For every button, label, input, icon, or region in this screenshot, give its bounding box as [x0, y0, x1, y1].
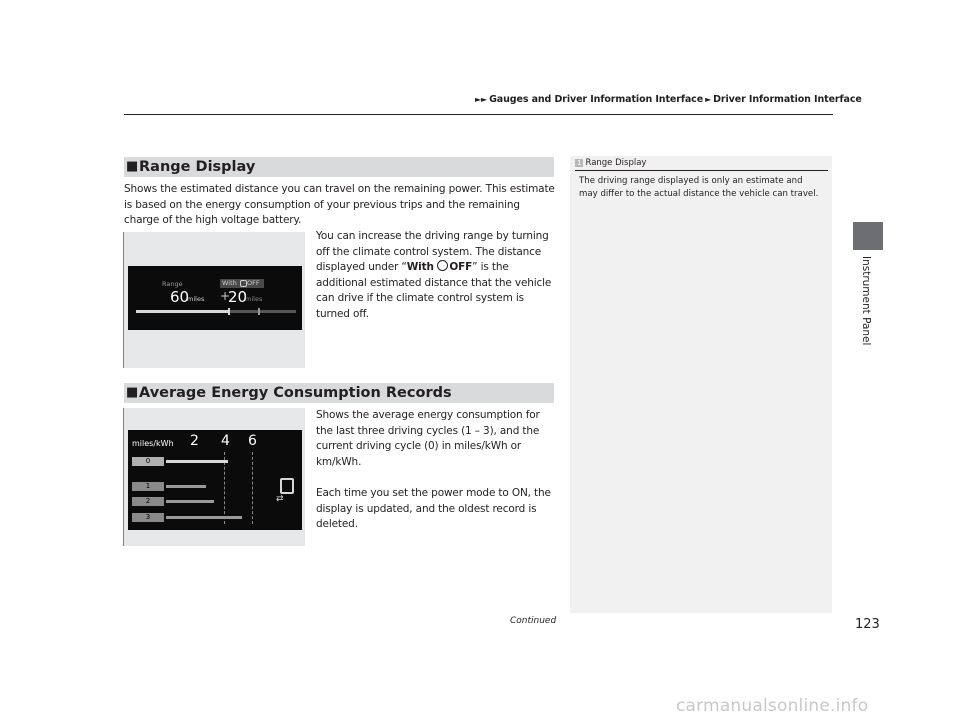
with-off-badge: With OFF	[220, 279, 264, 288]
energy-screen	[128, 430, 302, 530]
scale-label: 4	[221, 433, 230, 449]
cycle-bar	[166, 500, 214, 503]
cycle-bar	[166, 460, 228, 463]
scale-gridline	[252, 452, 253, 524]
arrow-icon: ►	[705, 95, 712, 104]
range-bar-track	[136, 310, 296, 313]
climate-icon	[240, 280, 247, 287]
scale-label: 6	[248, 433, 257, 449]
header-rule	[124, 114, 833, 115]
chapter-tab	[853, 222, 883, 250]
range-description: You can increase the driving range by turning off the climate control system. The distance displayed under “With OFF” is the additional estimated distance that the vehicle can drive if the climate control system is turned off.	[316, 230, 552, 320]
extra-range-value: 20	[228, 288, 248, 306]
double-arrow-icon: ►►	[475, 95, 488, 104]
cycle-bar	[166, 485, 206, 488]
page-number: 123	[855, 617, 880, 632]
energy-flow-icon: ⇄	[276, 478, 294, 508]
note-title: 1 Range Display	[577, 158, 647, 168]
energy-records-image	[123, 408, 305, 546]
range-display-image	[123, 232, 305, 368]
range-display-heading: ■ Range Display	[124, 157, 554, 177]
range-bar-marker	[258, 308, 260, 315]
continued-label: Continued	[510, 616, 557, 626]
cycle-label: 2	[132, 497, 164, 506]
chapter-label: Instrument Panel	[860, 256, 872, 346]
square-bullet-icon: ■	[126, 385, 139, 400]
breadcrumb	[475, 94, 862, 105]
range-value: 60	[170, 288, 190, 306]
plus-sign: +	[220, 289, 231, 303]
energy-description: Shows the average energy consumption for the last three driving cycles (1 – 3), and the current driving cycle (0) in miles/kWh or km/kWh.	[316, 409, 540, 468]
square-bullet-icon: ■	[126, 159, 139, 174]
climate-icon	[437, 260, 448, 271]
note-marker-icon: 1	[577, 159, 582, 167]
breadcrumb-item[interactable]: Driver Information Interface	[713, 94, 862, 105]
cycle-label: 1	[132, 482, 164, 491]
range-bar-marker	[228, 308, 230, 315]
cycle-label: 0	[132, 457, 164, 466]
extra-range-unit: miles	[245, 295, 263, 303]
range-intro: Shows the estimated distance you can travel on the remaining power. This estimate is based on the energy consumption of your previous trips and the remaining charge of the high voltage battery.	[124, 183, 555, 227]
energy-update-note: Each time you set the power mode to ON, the display is updated, and the oldest record is deleted.	[316, 487, 551, 531]
range-screen	[128, 266, 302, 330]
cycle-label: 3	[132, 513, 164, 522]
range-bar-fill	[136, 310, 228, 313]
note-text: The driving range displayed is only an estimate and may differ to the actual distance the vehicle can travel.	[579, 176, 819, 200]
scale-label: 2	[190, 433, 199, 449]
breadcrumb-item[interactable]: Gauges and Driver Information Interface	[489, 94, 704, 105]
range-label: Range	[162, 280, 183, 288]
watermark: carmanualsonline.info	[676, 696, 869, 716]
range-unit: miles	[187, 295, 205, 303]
energy-unit: miles/kWh	[132, 439, 174, 448]
energy-records-heading: ■ Average Energy Consumption Records	[124, 383, 554, 403]
note-rule	[575, 170, 828, 171]
cycle-bar	[166, 516, 242, 519]
note-panel	[570, 156, 832, 613]
